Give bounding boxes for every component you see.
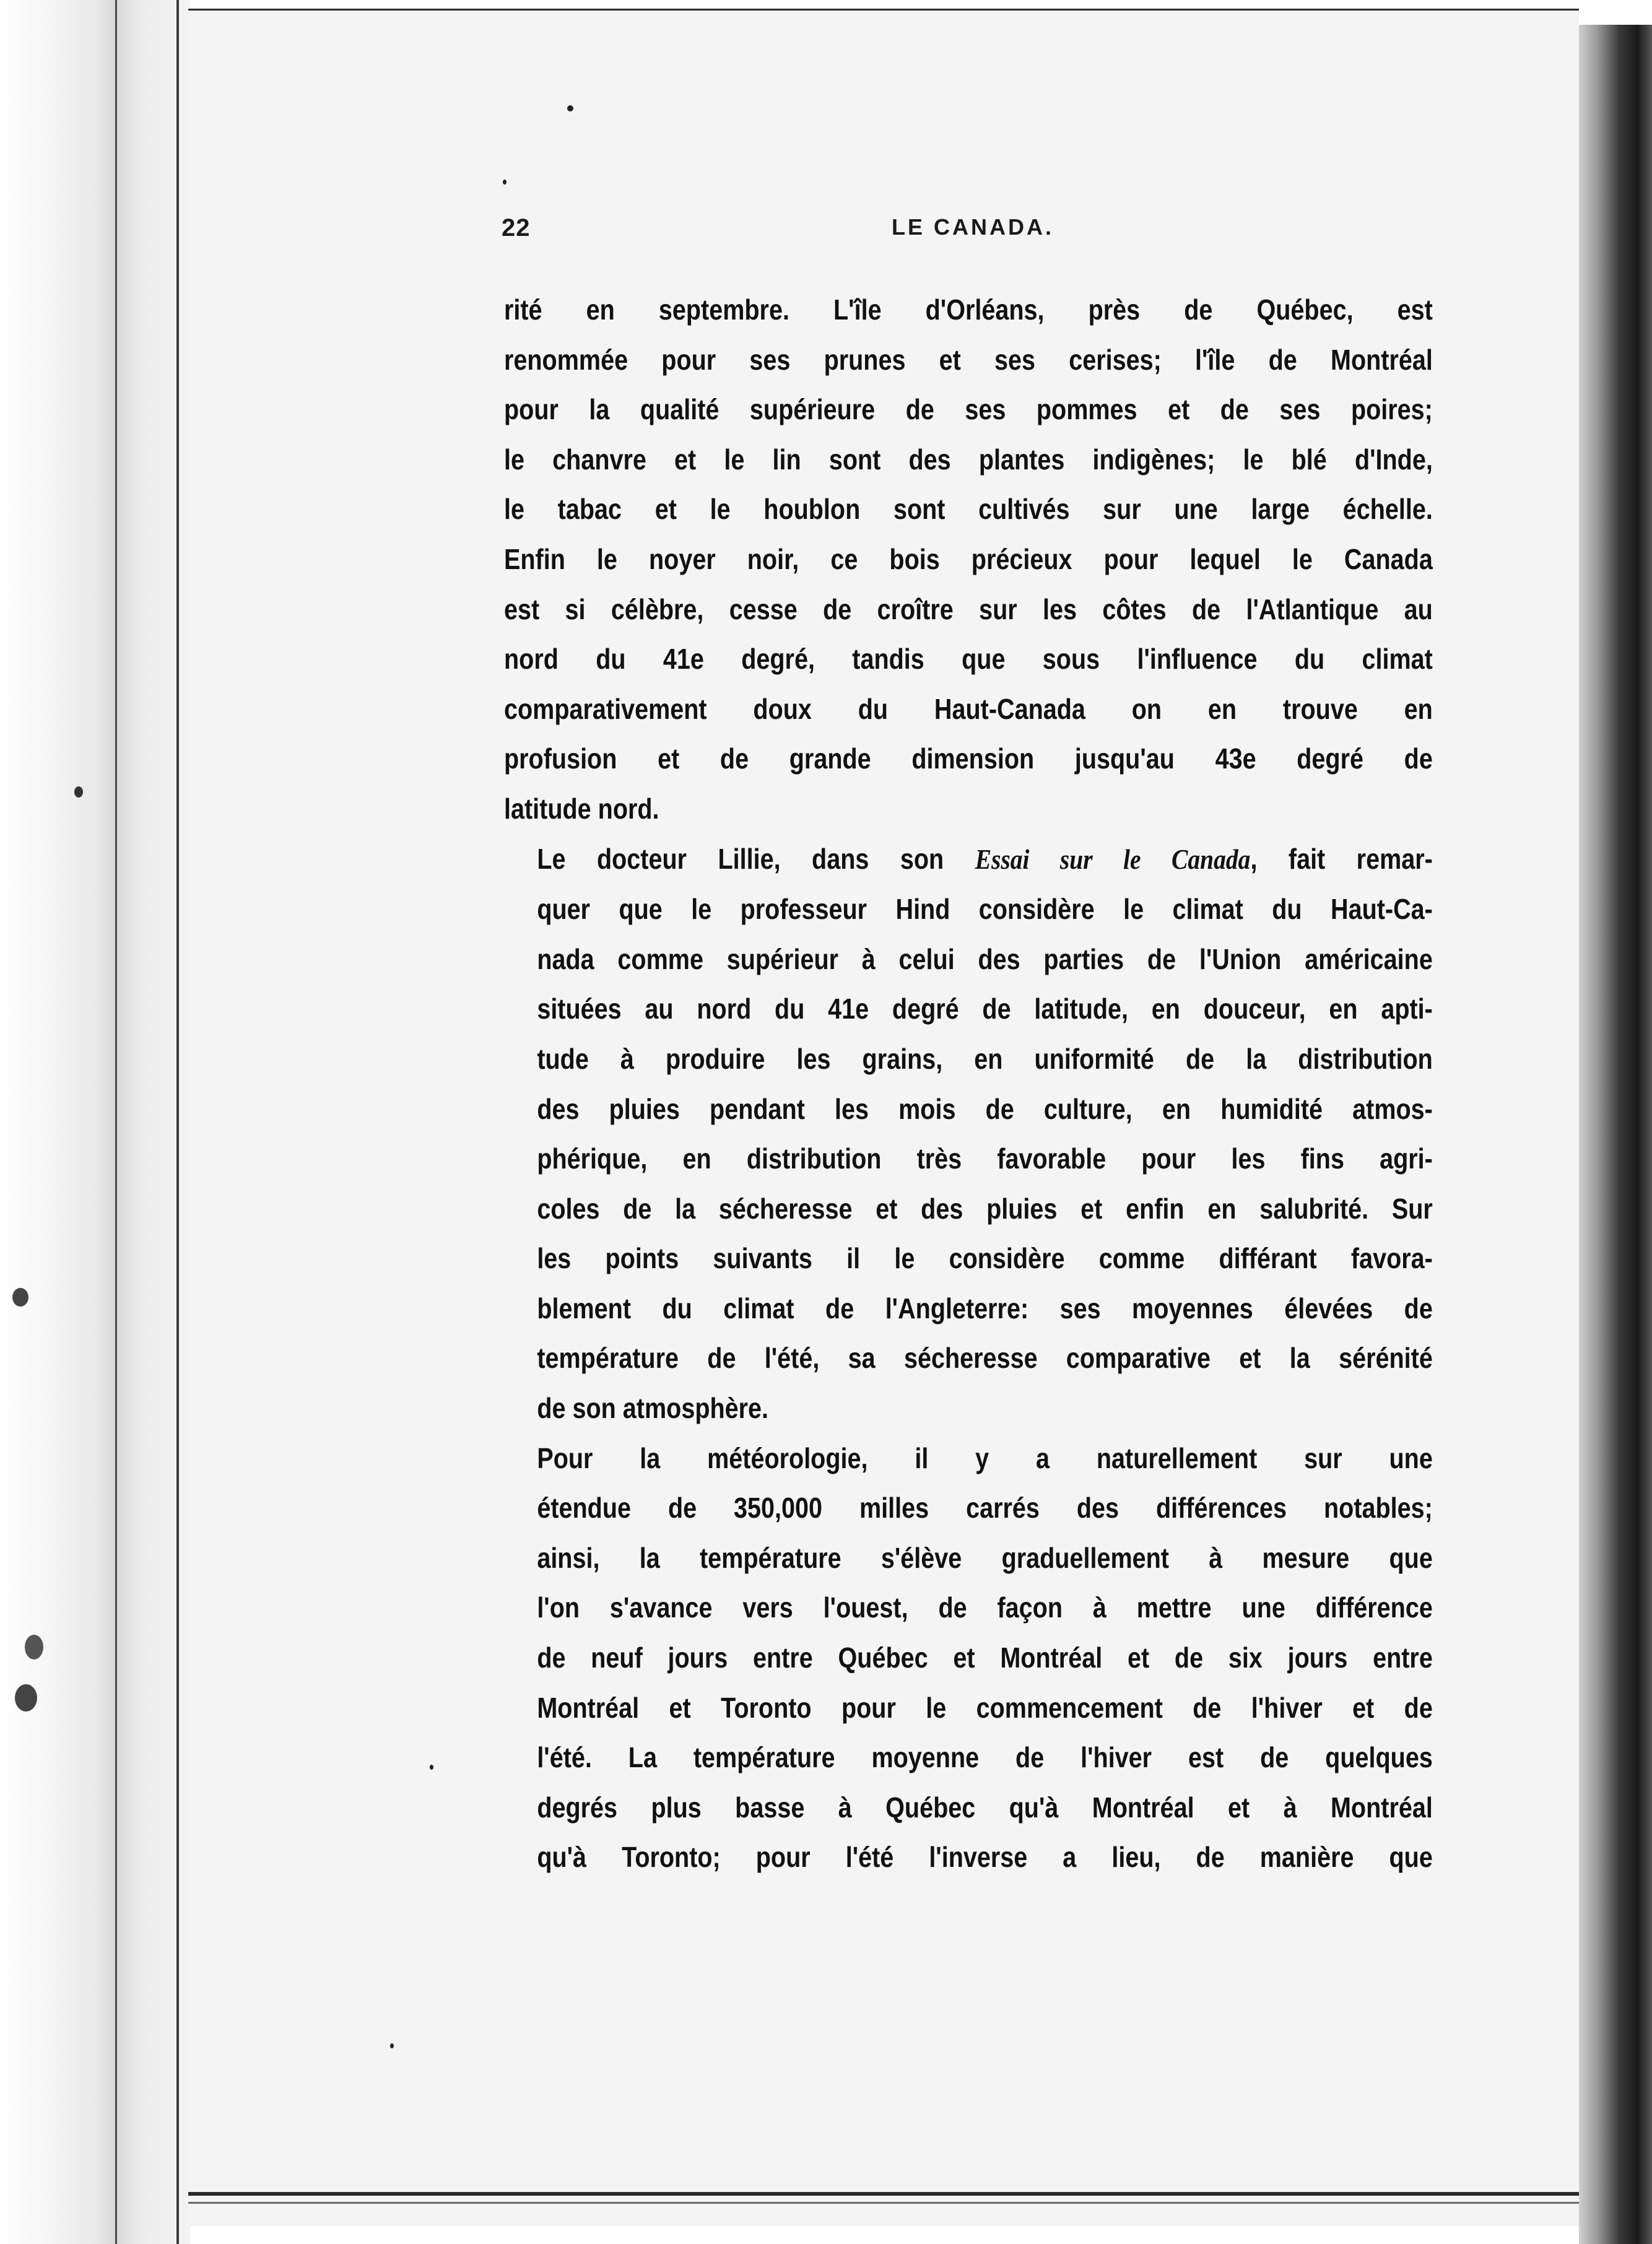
scan-left-margin (0, 0, 115, 2244)
text-line: pour la qualité supérieure de ses pommes et de ses poires; (504, 393, 1433, 426)
text-line: température de l'été, sa sécheresse comparative et la sérénité (537, 1342, 1433, 1375)
scan-speck (567, 105, 573, 111)
running-title: LE CANADA. (892, 214, 1054, 240)
text-line: situées au nord du 41e degré de latitude, en douceur, en apti- (537, 993, 1433, 1025)
page-number: 22 (502, 214, 531, 241)
scan-speck (25, 1635, 43, 1659)
text-line: de neuf jours entre Québec et Montréal et de six jours entre (537, 1642, 1433, 1674)
text-line: coles de la sécheresse et des pluies et enfin en salubrité. Sur (537, 1192, 1433, 1225)
text-line: est si célèbre, cesse de croître sur les côtes de l'Atlantique au (504, 593, 1433, 625)
text-line: le tabac et le houblon sont cultivés sur une large échelle. (504, 493, 1433, 526)
scan-speck (15, 1684, 37, 1711)
text-line: latitude nord. (504, 792, 659, 825)
text-run: , fait remar- (1250, 842, 1433, 875)
text-line: tude à produire les grains, en uniformité de la distribution (537, 1042, 1433, 1075)
text-line: profusion et de grande dimension jusqu'au 43e degré de (504, 742, 1433, 775)
text-line: le chanvre et le lin sont des plantes indigènes; le blé d'Inde, (504, 443, 1433, 476)
text-line (504, 834, 1433, 885)
text-line: l'été. La température moyenne de l'hiver est de quelques (537, 1741, 1433, 1774)
text-line: de son atmosphère. (537, 1392, 769, 1425)
page-edge-left (115, 0, 190, 2244)
text-line: renommée pour ses prunes et ses cerises; l'île de Montréal (504, 343, 1433, 376)
text-line: degrés plus basse à Québec qu'à Montréal et à Montréal (537, 1791, 1433, 1824)
text-line: Montréal et Toronto pour le commencement de l'hiver et de (537, 1691, 1433, 1724)
text-run: Le docteur Lillie, dans son (537, 842, 975, 875)
text-line: des pluies pendant les mois de culture, en humidité atmos- (537, 1092, 1433, 1125)
paragraph-1 (504, 285, 1433, 834)
scan-speck (74, 786, 83, 798)
book-title-italic: Essai sur le Canada (975, 843, 1251, 875)
page-bottom-edge (188, 2192, 1579, 2196)
text-line: étendue de 350,000 milles carrés des différences notables; (537, 1492, 1433, 1524)
text-line: nord du 41e degré, tandis que sous l'influence du climat (504, 643, 1433, 676)
running-head (502, 211, 1430, 248)
scan-speck (430, 1765, 433, 1770)
text-line: Pour la météorologie, il y a naturellement sur une (537, 1442, 1433, 1474)
text-line: phérique, en distribution très favorable pour les fins agri- (537, 1142, 1433, 1175)
text-line: rité en septembre. L'île d'Orléans, près de Québec, est (504, 294, 1433, 326)
text-line: blement du climat de l'Angleterre: ses moyennes élevées de (537, 1292, 1433, 1324)
text-line: l'on s'avance vers l'ouest, de façon à mettre une différence (537, 1591, 1433, 1624)
scan-speck (390, 2043, 394, 2048)
text-line: Enfin le noyer noir, ce bois précieux pour lequel le Canada (504, 542, 1433, 575)
body-text (504, 285, 1433, 1882)
scan-speck (12, 1288, 28, 1307)
text-line: nada comme supérieur à celui des parties de l'Union américaine (537, 942, 1433, 975)
text-line: ainsi, la température s'élève graduellement à mesure que (537, 1541, 1433, 1574)
scan-speck (503, 180, 506, 185)
page-gutter-shadow (1579, 25, 1652, 2244)
paragraph-3 (504, 1433, 1433, 1882)
paragraph-2 (504, 834, 1433, 1433)
text-line: quer que le professeur Hind considère le climat du Haut-Ca- (537, 893, 1433, 926)
text-line: comparativement doux du Haut-Canada on en trouve en (504, 692, 1433, 725)
text-line: qu'à Toronto; pour l'été l'inverse a lieu, de manière que (537, 1841, 1433, 1874)
page-bottom-edge-inner (188, 2202, 1579, 2204)
text-line: les points suivants il le considère comme différant favora- (537, 1242, 1433, 1275)
